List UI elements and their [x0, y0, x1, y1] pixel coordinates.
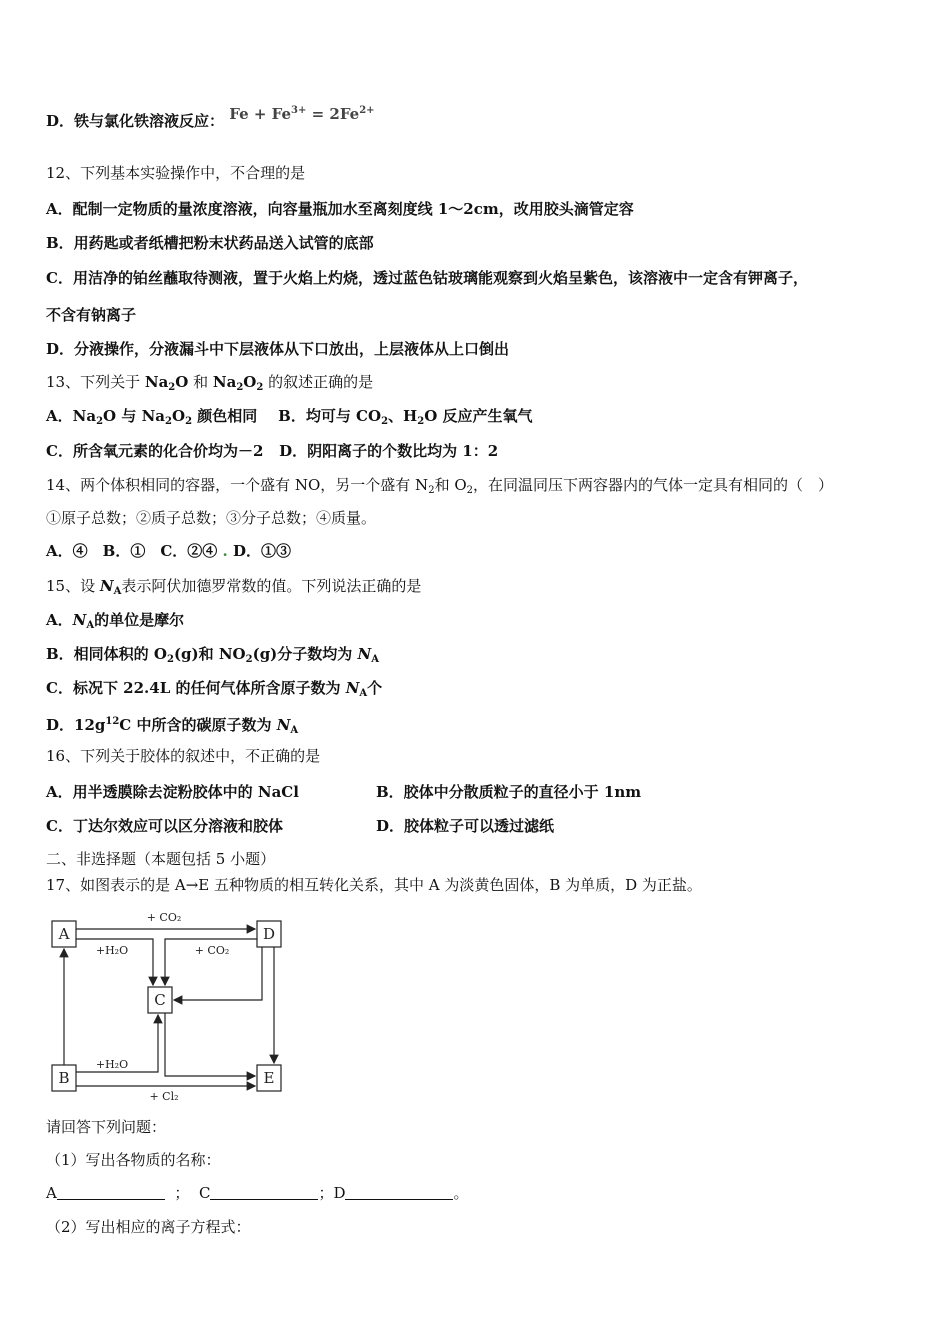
q17-prompt: 请回答下列问题： [46, 1118, 167, 1136]
q14-items: ①原子总数；②质子总数；③分子总数；④质量。 [46, 509, 377, 527]
blank-c[interactable] [210, 1185, 318, 1200]
q17-part1: （1）写出各物质的名称： [46, 1151, 221, 1169]
q16-stem: 16、下列关于胶体的叙述中，不正确的是 [46, 747, 321, 765]
q16-options-ab: A．用半透膜除去淀粉胶体中的 NaCl B．胶体中分散质粒子的直径小于 1nm [46, 783, 642, 801]
q14-options: A．④ B．① C．②④ . D．①③ [46, 542, 291, 560]
q15-option-d: D．$12g^{12}C$ 中所含的碳原子数为 $N_A$ [46, 716, 299, 736]
q16-options-cd: C．丁达尔效应可以区分溶液和胶体 D．胶体粒子可以透过滤纸 [46, 817, 555, 835]
q17-blanks: A ； C ；D 。 [46, 1184, 469, 1202]
q15-option-a: A．$N_A$的单位是摩尔 [46, 611, 185, 631]
node-b: B [58, 1069, 70, 1087]
label-a-c: +H₂O [95, 944, 129, 957]
q12-option-c: C．用洁净的铂丝蘸取待测液，置于火焰上灼烧，透过蓝色钴玻璃能观察到火焰呈紫色，该溶液中一定含有钾离子， [46, 269, 808, 287]
q11-formula: $Fe + Fe^{3+} = 2Fe^{2+}$ [229, 105, 375, 123]
q12-option-b: B．用药匙或者纸槽把粉末状药品送入试管的底部 [46, 234, 374, 252]
q13-options-ab: A．$Na_2O$ 与 $Na_2O_2$ 颜色相同 B．均可与 $CO_2$、$H_2O$ 反应产生氧气 [46, 407, 533, 427]
node-c: C [154, 991, 166, 1009]
blank-a[interactable] [57, 1185, 165, 1200]
node-e: E [263, 1069, 275, 1087]
q17-diagram [46, 904, 296, 1100]
q13-stem: 13、下列关于 $Na_2O$ 和 $Na_2O_2$ 的叙述正确的是 [46, 373, 374, 393]
node-d: D [262, 925, 276, 943]
label-b-c: +H₂O [95, 1058, 129, 1071]
q15-option-c: C．标况下 22.4L 的任何气体所含原子数为 $N_A$个 [46, 679, 383, 699]
node-a: A [58, 925, 70, 943]
q15-option-b: B．相同体积的 $O_2(g)$和 $NO_2(g)$分子数均为 $N_A$ [46, 645, 379, 665]
q12-option-d: D．分液操作，分液漏斗中下层液体从下口放出，上层液体从上口倒出 [46, 340, 510, 358]
q12-option-c-cont: 不含有钠离子 [46, 306, 137, 324]
q14-stem: 14、两个体积相同的容器，一个盛有 NO，另一个盛有 $N_2$和 $O_2$，在同温同压下两容器内的气体一定具有相同的（ ） [46, 476, 834, 496]
q12-option-a: A．配制一定物质的量浓度溶液，向容量瓶加水至离刻度线 1～2cm，改用胶头滴管定容 [46, 200, 634, 218]
section-heading: 二、非选择题（本题包括 5 小题） [46, 850, 276, 868]
label-a-d: + CO₂ [146, 911, 182, 924]
q11-option-d: D．铁与氯化铁溶液反应： $Fe + Fe^{3+} = 2Fe^{2+}$ [46, 105, 375, 130]
q12-stem: 12、下列基本实验操作中，不合理的是 [46, 164, 306, 182]
arrow-c-e [165, 1013, 255, 1076]
blank-d[interactable] [345, 1185, 453, 1200]
label-d-c: + CO₂ [194, 944, 230, 957]
q17-part2: （2）写出相应的离子方程式： [46, 1218, 251, 1236]
q13-options-cd: C．所含氧元素的化合价均为－2 D．阴阳离子的个数比均为 1：2 [46, 442, 499, 460]
q17-stem: 17、如图表示的是 A→E 五种物质的相互转化关系，其中 A 为淡黄色固体，B 为单质，D 为正盐。 [46, 876, 702, 894]
label-b-e: + Cl₂ [149, 1090, 179, 1100]
q15-stem: 15、设 $N_A$表示阿伏加德罗常数的值。下列说法正确的是 [46, 577, 422, 597]
